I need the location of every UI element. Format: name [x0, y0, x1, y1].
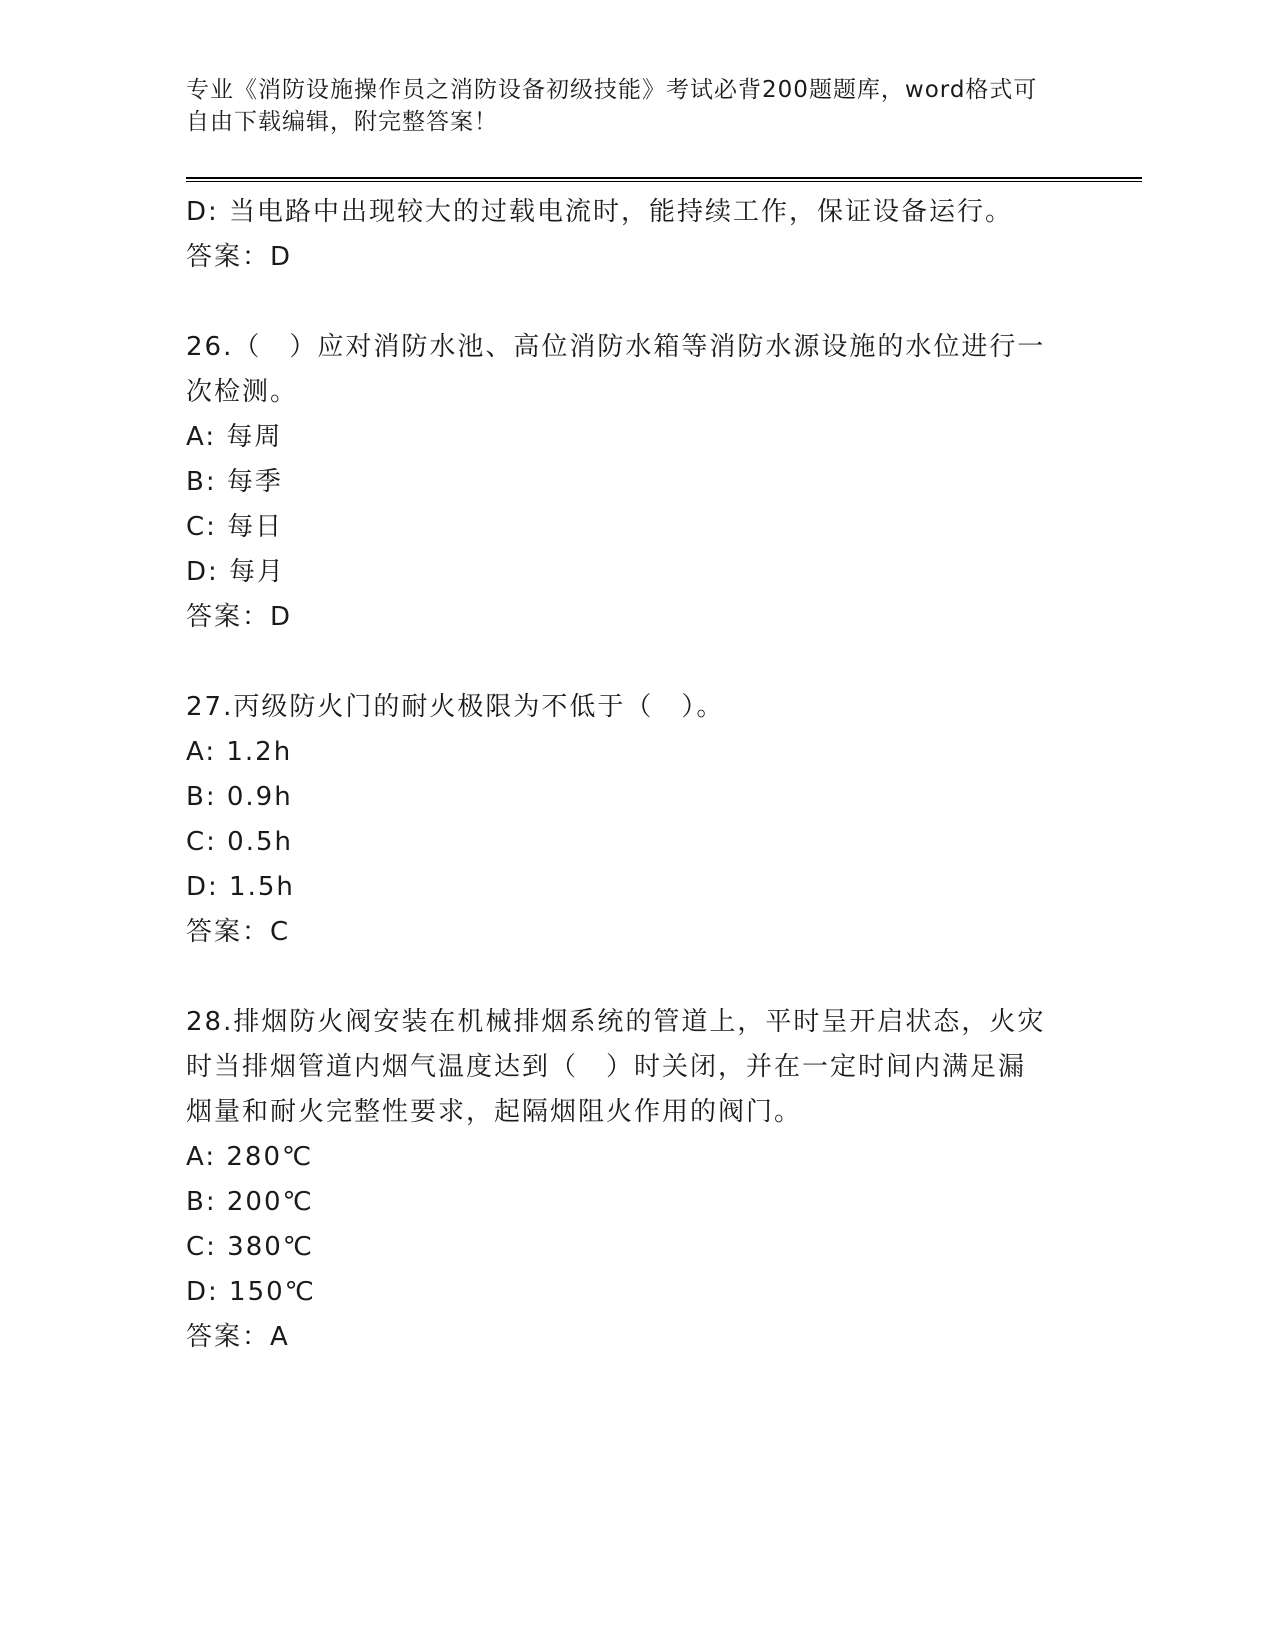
spacer — [186, 955, 1086, 1000]
answer: 答案：C — [186, 917, 291, 947]
answer: 答案：A — [186, 1322, 290, 1352]
question-stem-line: 次检测。 — [186, 377, 299, 407]
question-list — [186, 190, 1086, 1360]
option-d: D: 每月 — [186, 557, 286, 587]
header-divider-thin — [186, 181, 1142, 182]
option-b: B: 0.9h — [186, 782, 293, 812]
question-stem-line: 时当排烟管道内烟气温度达到（ ）时关闭，并在一定时间内满足漏 — [186, 1052, 1027, 1082]
header-line-2: 自由下载编辑，附完整答案！ — [186, 109, 498, 135]
prev-question-option-d: D: 当电路中出现较大的过载电流时，能持续工作，保证设备运行。 — [186, 197, 1014, 227]
header-divider-thick — [186, 177, 1142, 179]
question-stem-line: 26.（ ）应对消防水池、高位消防水箱等消防水源设施的水位进行一 — [186, 332, 1046, 362]
option-a: A: 1.2h — [186, 737, 293, 767]
spacer — [186, 280, 1086, 325]
option-b: B: 每季 — [186, 467, 283, 497]
option-d: D: 1.5h — [186, 872, 295, 902]
option-c: C: 0.5h — [186, 827, 294, 857]
option-b: B: 200℃ — [186, 1187, 314, 1217]
option-a: A: 每周 — [186, 422, 283, 452]
option-c: C: 每日 — [186, 512, 284, 542]
question-stem-line: 27.丙级防火门的耐火极限为不低于（ ）。 — [186, 692, 725, 722]
prev-question-answer: 答案：D — [186, 242, 293, 272]
answer: 答案：D — [186, 602, 293, 632]
option-c: C: 380℃ — [186, 1232, 315, 1262]
option-a: A: 280℃ — [186, 1142, 314, 1172]
question-27 — [186, 685, 1086, 955]
question-stem-line: 28.排烟防火阀安装在机械排烟系统的管道上，平时呈开启状态，火灾 — [186, 1007, 1046, 1037]
header-line-1: 专业《消防设施操作员之消防设备初级技能》考试必背200题题库，word格式可 — [186, 77, 1038, 103]
question-stem-line: 烟量和耐火完整性要求，起隔烟阻火作用的阀门。 — [186, 1097, 803, 1127]
question-26 — [186, 325, 1086, 640]
question-28 — [186, 1000, 1086, 1360]
spacer — [186, 640, 1086, 685]
document-header — [186, 74, 1086, 138]
option-d: D: 150℃ — [186, 1277, 316, 1307]
